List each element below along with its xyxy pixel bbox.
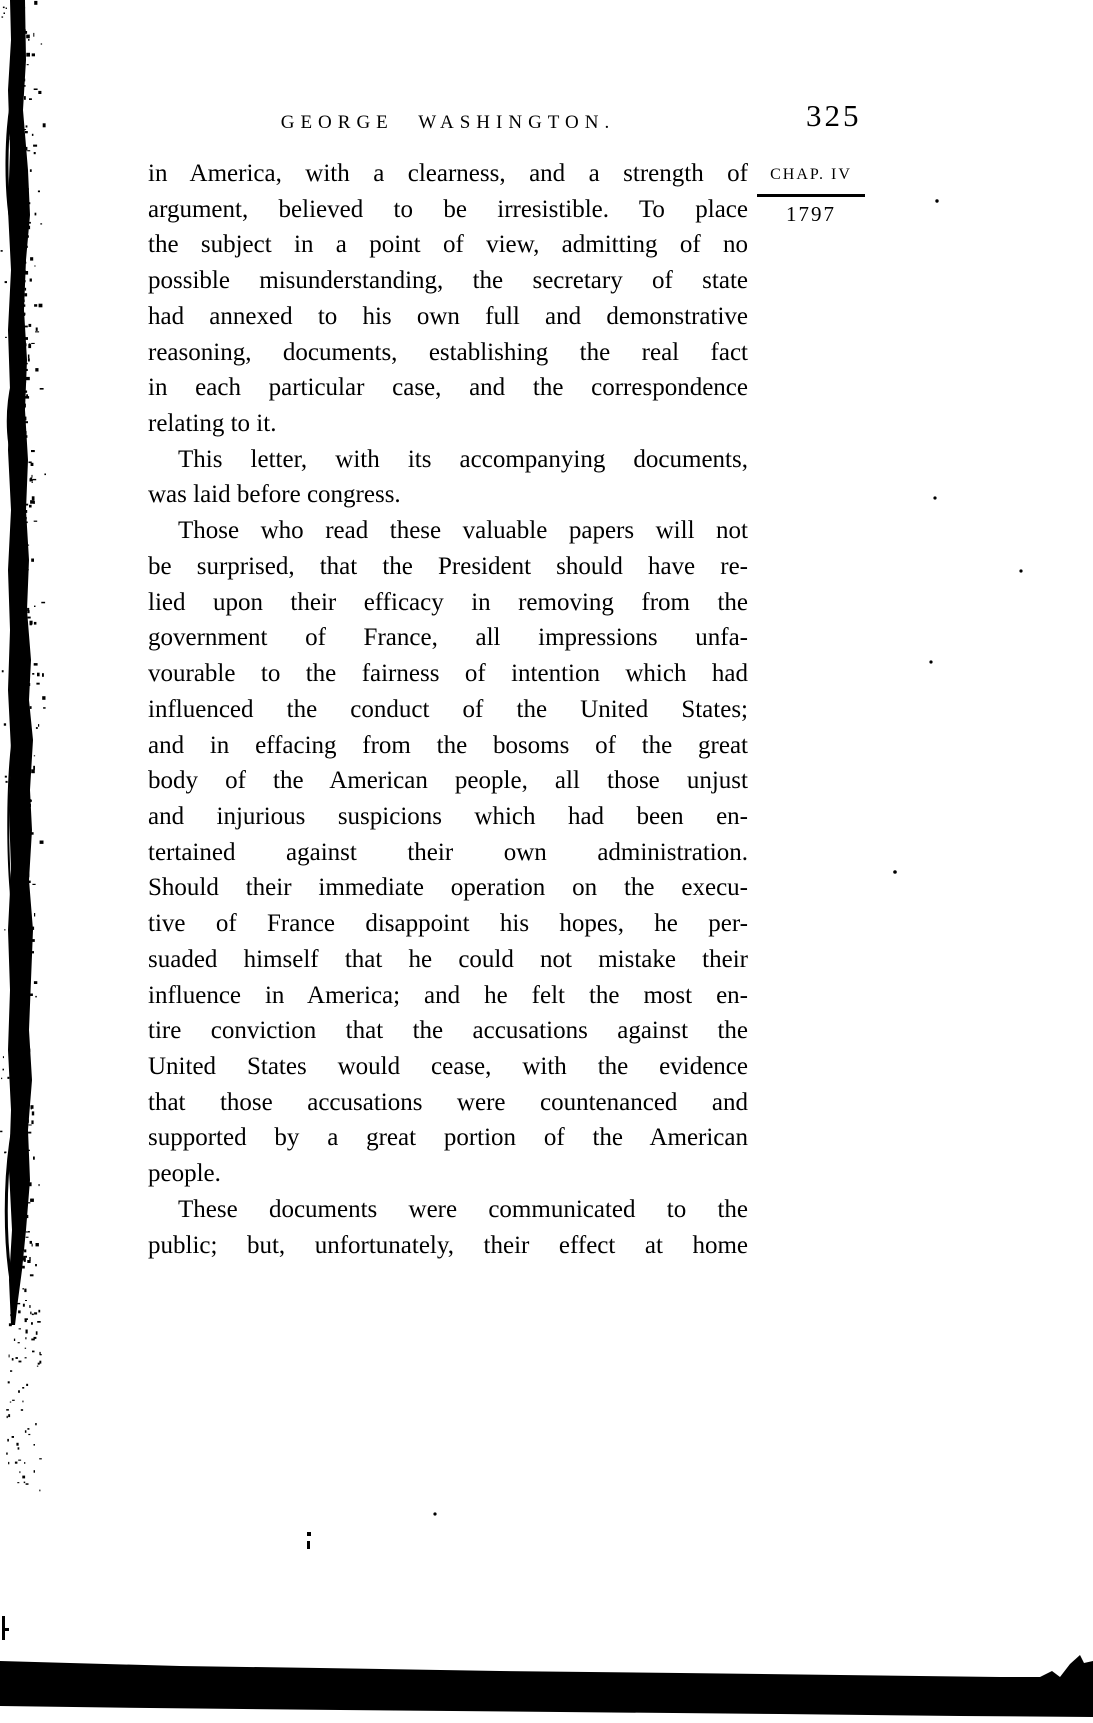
body-line: tive of France disappoint his hopes, he per-: [148, 910, 748, 938]
scan-speck: [433, 1512, 436, 1515]
body-line: that those accusations were countenanced and: [148, 1088, 748, 1116]
page-number: 325: [806, 98, 862, 133]
body-line: influenced the conduct of the United States;: [148, 695, 748, 723]
body-line: body of the American people, all those unjust: [148, 767, 748, 795]
body-line: public; but, unfortunately, their effect at home: [148, 1231, 748, 1259]
body-line: government of France, all impressions unfa-: [148, 624, 748, 652]
body-line: in each particular case, and the correspondence: [148, 374, 748, 402]
running-head: GEORGE WASHINGTON.: [280, 112, 616, 133]
scan-artifact-bottom-band: [0, 1655, 1093, 1717]
body-line: United States would cease, with the evidence: [148, 1052, 748, 1080]
body-line: reasoning, documents, establishing the real fact: [148, 338, 748, 366]
body-line: in America, with a clearness, and a strength of: [148, 160, 748, 187]
body-line: supported by a great portion of the American: [148, 1124, 748, 1152]
body-line: This letter, with its accompanying documents,: [178, 445, 748, 473]
scan-artifact-curve: [6, 1128, 13, 1292]
scan-speck: [1019, 569, 1022, 572]
body-line: be surprised, that the President should have re-: [148, 552, 748, 580]
body-line: vourable to the fairness of intention which had: [148, 660, 748, 688]
body-line: tertained against their own administration.: [148, 838, 748, 866]
margin-rule-divider: [757, 194, 865, 197]
year-label: 1797: [786, 202, 836, 226]
margin-note: [755, 166, 867, 227]
body-line: people.: [148, 1160, 221, 1188]
scan-artifact-left-bar: [8, 0, 33, 1325]
body-line: relating to it.: [148, 410, 277, 438]
scan-speck: [933, 496, 936, 499]
scan-speck: [935, 199, 938, 202]
body-line: possible misunderstanding, the secretary of state: [148, 267, 748, 295]
body-line: tire conviction that the accusations against the: [148, 1017, 748, 1045]
scan-speck: [893, 870, 897, 874]
body-line: the subject in a point of view, admitting of no: [148, 231, 748, 259]
scan-artifact-semicolon: [307, 1532, 311, 1549]
body-line: and injurious suspicions which had been en-: [148, 802, 748, 830]
body-line: had annexed to his own full and demonstrative: [148, 302, 748, 330]
scan-artifact-curve: [7, 86, 15, 238]
scan-artifact-curve: [8, 745, 12, 905]
body-text: [148, 156, 748, 1263]
chapter-label: CHAP. IV: [770, 166, 852, 183]
body-line: influence in America; and he felt the most en-: [148, 981, 748, 1009]
body-line: lied upon their efficacy in removing from the: [148, 588, 748, 616]
body-line: Should their immediate operation on the execu-: [148, 874, 748, 902]
body-line: argument, believed to be irresistible. To place: [148, 195, 748, 223]
scan-speck: [929, 660, 932, 663]
scan-artifact-curve: [8, 376, 14, 464]
body-line: Those who read these valuable papers will not: [178, 517, 748, 545]
body-line: was laid before congress.: [148, 481, 401, 509]
scan-artifact-mark: [2, 1616, 9, 1640]
body-line: and in effacing from the bosoms of the great: [148, 731, 748, 759]
body-line: These documents were communicated to the: [178, 1195, 748, 1223]
scan-speckle-noise: [0, 1, 46, 1491]
body-line: suaded himself that he could not mistake their: [148, 945, 748, 973]
